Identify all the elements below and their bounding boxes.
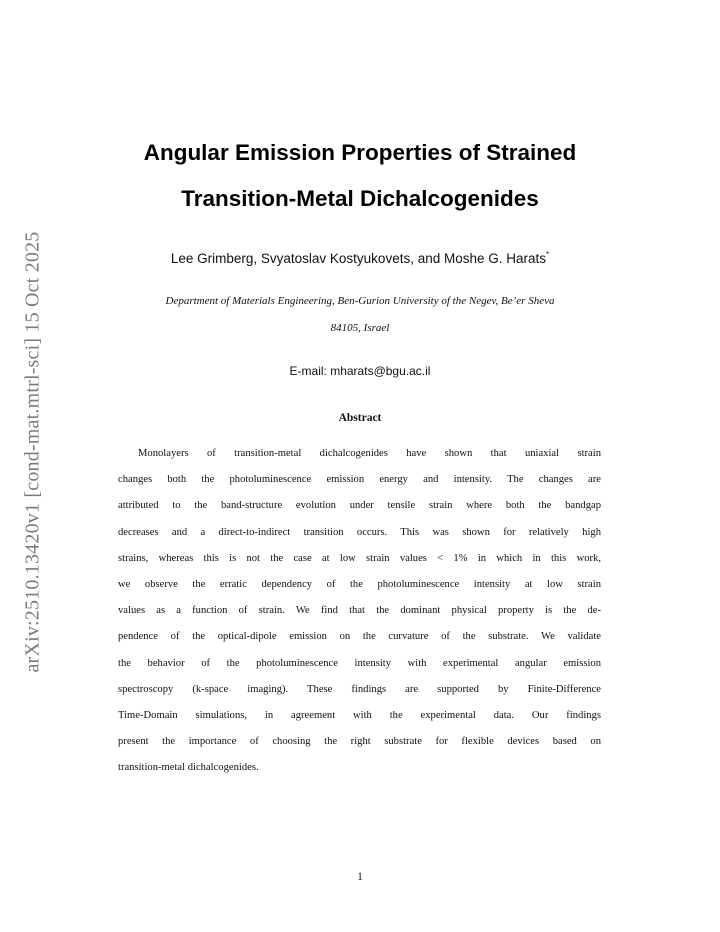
- abstract-line: Monolayers of transition-metal dichalcogenides have shown that uniaxial strain: [138, 448, 601, 459]
- author-list: [0, 250, 720, 266]
- abstract-line: we observe the erratic dependency of the photoluminescence intensity at low strain: [118, 578, 601, 590]
- affiliation-line-1: Department of Materials Engineering, Ben-Gurion University of the Negev, Be’er Sheva: [165, 295, 555, 307]
- arxiv-identifier: arXiv:2510.13420v1 [cond-mat.mtrl-sci] 15 Oct 2025: [21, 231, 44, 673]
- abstract-line: values as a function of strain. We find that the dominant physical property is the de-: [118, 605, 601, 617]
- paper-title-line-1: Angular Emission Properties of Strained: [143, 140, 577, 165]
- abstract-line: attributed to the band-structure evolution under tensile strain where both the bandgap: [118, 500, 601, 512]
- paper-title-line-2: Transition-Metal Dichalcogenides: [181, 186, 539, 211]
- abstract-line: transition-metal dichalcogenides.: [118, 762, 259, 774]
- affiliation-line-2: 84105, Israel: [330, 322, 390, 334]
- abstract-line: decreases and a direct-to-indirect transition occurs. This was shown for relatively high: [118, 526, 601, 538]
- abstract-line: strains, whereas this is not the case at low strain values < 1% in which in this work,: [118, 552, 601, 564]
- abstract-line: spectroscopy (k-space imaging). These findings are supported by Finite-Difference: [118, 683, 601, 695]
- abstract-line: present the importance of choosing the right substrate for flexible devices based on: [118, 736, 601, 748]
- abstract-line: the behavior of the photoluminescence intensity with experimental angular emission: [118, 657, 601, 669]
- abstract-body: [118, 446, 601, 786]
- abstract-line: changes both the photoluminescence emission energy and intensity. The changes are: [118, 474, 601, 486]
- abstract-heading: Abstract: [338, 412, 382, 424]
- contact-email: E-mail: mharats@bgu.ac.il: [289, 364, 431, 378]
- page-number: 1: [357, 871, 363, 883]
- abstract-line: pendence of the optical-dipole emission on the curvature of the substrate. We validate: [118, 631, 601, 643]
- author-names: Lee Grimberg, Svyatoslav Kostyukovets, and Moshe G. Harats: [170, 251, 547, 266]
- corresponding-author-mark: *: [546, 250, 550, 259]
- abstract-line: Time-Domain simulations, in agreement with the experimental data. Our findings: [118, 709, 601, 721]
